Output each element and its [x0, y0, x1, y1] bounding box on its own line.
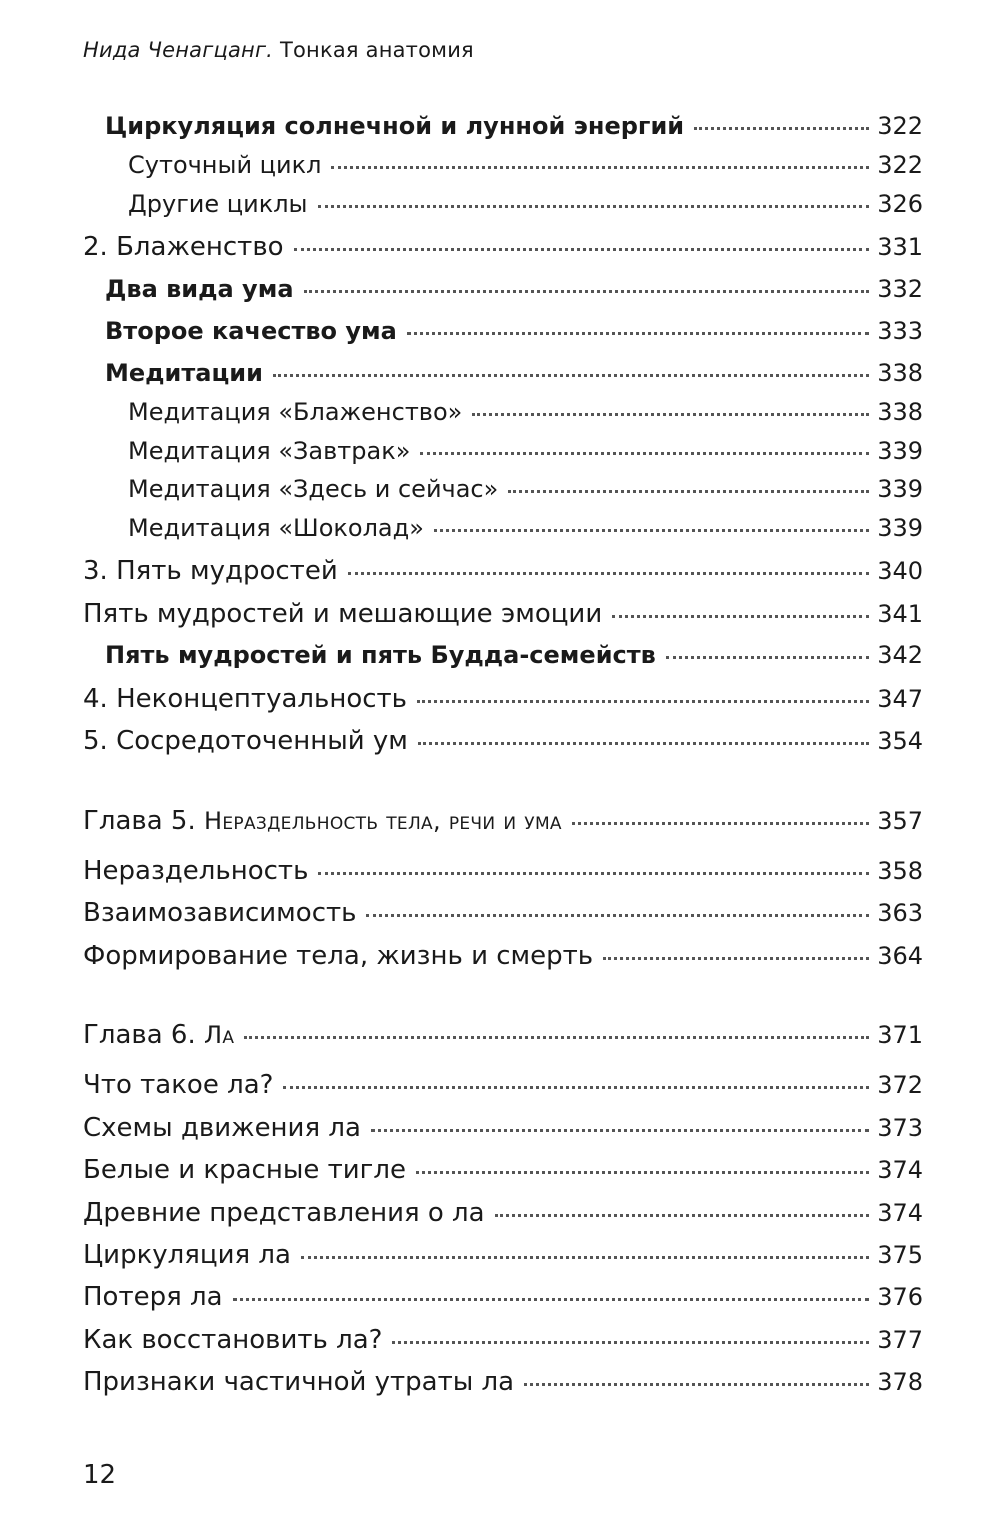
dot-leader: [472, 413, 869, 416]
toc-entry: [105, 275, 923, 303]
dot-leader: [495, 1214, 870, 1217]
toc-entry-label: 2. Блаженство: [83, 232, 284, 262]
chapter-title: Нераздельность тела, речи и ума: [204, 807, 562, 835]
toc-entry-label: Медитация «Здесь и сейчас»: [128, 475, 499, 503]
toc-entry-page: 332: [877, 275, 923, 303]
toc-entry-label: Циркуляция ла: [83, 1240, 291, 1270]
toc-entry: [83, 1367, 923, 1397]
toc-entry-page: 338: [877, 398, 923, 426]
toc-entry-label: Циркуляция солнечной и лунной энергий: [105, 112, 685, 140]
toc-entry: [105, 112, 923, 140]
toc-entry-label: Как восстановить ла?: [83, 1325, 383, 1355]
dot-leader: [407, 332, 869, 335]
toc-entry: [83, 1240, 923, 1270]
toc-entry-label: Белые и красные тигле: [83, 1155, 406, 1185]
dot-leader: [666, 656, 869, 659]
toc-entry: [83, 684, 923, 714]
chapter-prefix: Глава 6.: [83, 1020, 204, 1050]
toc-entry: [105, 641, 923, 669]
toc-entry-label: Суточный цикл: [128, 151, 322, 179]
dot-leader: [301, 1256, 869, 1259]
dot-leader: [233, 1298, 870, 1301]
toc-entry: [128, 475, 923, 503]
dot-leader: [572, 822, 869, 825]
dot-leader: [366, 914, 869, 917]
toc-entry-label: Медитация «Шоколад»: [128, 514, 424, 542]
toc-entry-label: Медитации: [105, 359, 263, 387]
toc-entry: [83, 1282, 923, 1312]
toc-entry-label: Другие циклы: [128, 190, 308, 218]
toc-entry: [128, 190, 923, 218]
toc-entry-page: 374: [877, 1156, 923, 1184]
toc-entry: [128, 151, 923, 179]
toc-entry: [83, 806, 923, 836]
dot-leader: [434, 529, 869, 532]
toc-entry-label: Схемы движения ла: [83, 1113, 361, 1143]
toc-entry-page: 354: [877, 727, 923, 755]
toc-entry: [105, 359, 923, 387]
toc-entry: [105, 317, 923, 345]
toc-entry-page: 375: [877, 1241, 923, 1269]
dot-leader: [603, 957, 869, 960]
dot-leader: [416, 1171, 869, 1174]
toc-entry-label: 5. Сосредоточенный ум: [83, 726, 408, 756]
toc-entry-page: 322: [877, 112, 923, 140]
toc-entry-page: 364: [877, 942, 923, 970]
toc-entry-label: Два вида ума: [105, 275, 294, 303]
dot-leader: [244, 1036, 869, 1039]
toc-entry: [83, 898, 923, 928]
toc-entry-page: 357: [877, 807, 923, 835]
toc-entry-label: Формирование тела, жизнь и смерть: [83, 941, 594, 971]
toc-entry: [83, 856, 923, 886]
toc-entry-page: 347: [877, 685, 923, 713]
toc-entry-page: 371: [877, 1021, 923, 1049]
toc-entry: [83, 232, 923, 262]
toc-entry-page: 363: [877, 899, 923, 927]
toc-entry-label: Медитация «Блаженство»: [128, 398, 463, 426]
toc-entry: [83, 1198, 923, 1228]
toc-entry-label: Древние представления о ла: [83, 1198, 485, 1228]
toc-entry-label: [83, 806, 562, 836]
toc-entry-label: Что такое ла?: [83, 1070, 274, 1100]
toc-entry-page: 339: [877, 437, 923, 465]
toc-entry: [83, 1325, 923, 1355]
toc-entry: [83, 941, 923, 971]
page-number: 12: [83, 1460, 117, 1490]
toc-entry-page: 326: [877, 190, 923, 218]
toc-entry-page: 331: [877, 233, 923, 261]
toc-entry-label: 3. Пять мудростей: [83, 556, 338, 586]
toc-entry-page: 333: [877, 317, 923, 345]
toc-entry-label: Потеря ла: [83, 1282, 223, 1312]
toc-entry-label: 4. Неконцептуальность: [83, 684, 407, 714]
toc-entry-page: 322: [877, 151, 923, 179]
dot-leader: [417, 700, 869, 703]
toc-entry-page: 342: [877, 641, 923, 669]
dot-leader: [612, 615, 869, 618]
chapter-prefix: Глава 5.: [83, 806, 204, 836]
dot-leader: [348, 572, 869, 575]
dot-leader: [331, 166, 869, 169]
toc-entry-page: 377: [877, 1326, 923, 1354]
dot-leader: [371, 1129, 869, 1132]
dot-leader: [392, 1341, 869, 1344]
toc-entry: [83, 726, 923, 756]
toc-entry-label: [83, 1020, 234, 1050]
dot-leader: [294, 248, 870, 251]
dot-leader: [283, 1086, 869, 1089]
toc-entry: [83, 1020, 923, 1050]
toc-entry: [128, 398, 923, 426]
toc-entry: [83, 599, 923, 629]
toc-entry-page: 358: [877, 857, 923, 885]
toc-entry-label: Нераздельность: [83, 856, 309, 886]
dot-leader: [318, 205, 870, 208]
running-head-title: Тонкая анатомия: [279, 38, 474, 62]
toc-entry-page: 374: [877, 1199, 923, 1227]
dot-leader: [418, 742, 869, 745]
toc-entry-page: 378: [877, 1368, 923, 1396]
toc-entry: [128, 437, 923, 465]
toc-entry: [128, 514, 923, 542]
toc-entry-page: 340: [877, 557, 923, 585]
toc-entry: [83, 1155, 923, 1185]
dot-leader: [304, 290, 870, 293]
toc-entry: [83, 1113, 923, 1143]
running-head-author: Нида Ченагцанг.: [83, 38, 274, 62]
toc-entry-page: 376: [877, 1283, 923, 1311]
toc-entry-page: 373: [877, 1114, 923, 1142]
toc-entry-page: 339: [877, 514, 923, 542]
dot-leader: [508, 490, 869, 493]
toc-entry: [83, 556, 923, 586]
toc-entry-page: 338: [877, 359, 923, 387]
toc-entry-page: 341: [877, 600, 923, 628]
dot-leader: [273, 374, 869, 377]
toc-entry-page: 339: [877, 475, 923, 503]
toc-entry: [83, 1070, 923, 1100]
dot-leader: [420, 452, 869, 455]
toc-entry-page: 372: [877, 1071, 923, 1099]
toc-entry-label: Второе качество ума: [105, 317, 397, 345]
chapter-title: Ла: [204, 1021, 235, 1049]
toc-entry-label: Медитация «Завтрак»: [128, 437, 411, 465]
toc-entry-label: Пять мудростей и пять Будда-семейств: [105, 641, 656, 669]
toc-entry-label: Пять мудростей и мешающие эмоции: [83, 599, 603, 629]
running-head: [83, 38, 474, 62]
dot-leader: [694, 127, 869, 130]
dot-leader: [524, 1383, 869, 1386]
toc-entry-label: Взаимозависимость: [83, 898, 357, 928]
toc-entry-label: Признаки частичной утраты ла: [83, 1367, 515, 1397]
dot-leader: [318, 872, 869, 875]
